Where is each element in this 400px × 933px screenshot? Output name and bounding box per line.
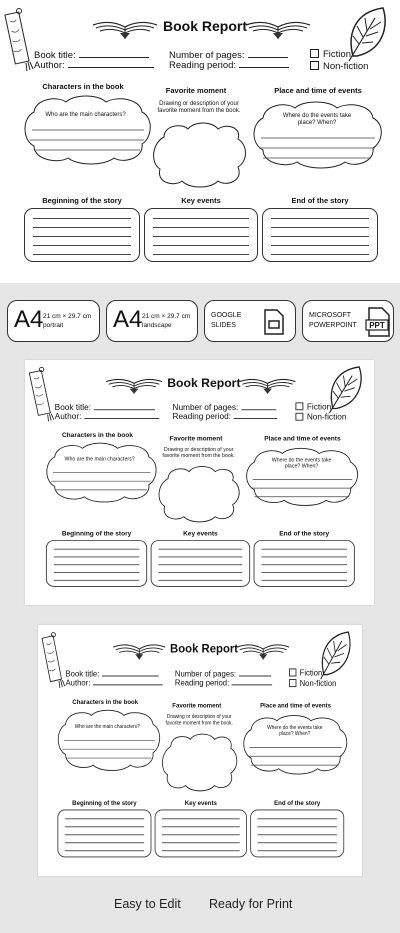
- format-a4-label: A4: [14, 306, 44, 333]
- leaf-icon: [317, 629, 354, 680]
- format-powerpoint: [302, 300, 394, 342]
- reading-period-field: Reading period:: [175, 677, 272, 688]
- pages-field: Number of pages:: [172, 402, 275, 412]
- characters-prompt: Who are the main characters?: [45, 112, 126, 118]
- characters-heading: Characters in the book: [61, 430, 133, 439]
- key-events-box: [155, 809, 247, 857]
- place-heading: Place and time of events: [260, 701, 332, 710]
- key-events-heading: Key events: [181, 196, 221, 205]
- place-cloud: [240, 712, 350, 776]
- key-events-box: [151, 540, 250, 587]
- end-heading: End of the story: [279, 529, 330, 538]
- reading-period-field: Reading period:: [172, 411, 277, 421]
- worksheet-preview-main: [0, 0, 400, 283]
- worksheet-title: Book Report: [167, 375, 241, 390]
- worksheet-page: [25, 360, 374, 605]
- nonfiction-checkbox: Non-fiction: [295, 413, 346, 423]
- moment-cloud: [160, 732, 239, 792]
- key-events-heading: Key events: [184, 798, 217, 807]
- place-cloud: [242, 445, 361, 507]
- worksheet-title: Book Report: [170, 640, 239, 656]
- format-line1: GOOGLE: [211, 312, 242, 319]
- place-heading: Place and time of events: [274, 86, 362, 95]
- end-box: [250, 809, 344, 857]
- worksheet-title: Book Report: [163, 18, 247, 34]
- bookmark-icon: [28, 367, 54, 422]
- characters-prompt: Who are the main characters?: [64, 456, 135, 463]
- beginning-heading: Beginning of the story: [42, 196, 122, 205]
- format-orientation: landscape: [142, 322, 172, 329]
- place-cloud: [249, 98, 385, 170]
- characters-prompt: Who are the main characters?: [74, 724, 140, 730]
- moment-prompt: Drawing or description of your favorite moment from the book.: [157, 101, 241, 114]
- format-a4-portrait: [7, 300, 100, 342]
- beginning-heading: Beginning of the story: [72, 798, 137, 807]
- format-a4-landscape: [106, 300, 198, 342]
- place-prompt: Where do the events take place? When?: [282, 113, 352, 126]
- pages-field: Number of pages:: [169, 49, 288, 61]
- characters-heading: Characters in the book: [42, 82, 124, 91]
- beginning-heading: Beginning of the story: [61, 529, 132, 538]
- ready-for-print-label: Ready for Print: [209, 897, 293, 911]
- moment-prompt: Drawing or description of your favorite moment from the book.: [165, 714, 233, 727]
- worksheet-page: [0, 0, 400, 283]
- end-heading: End of the story: [291, 196, 349, 205]
- place-prompt: Where do the events take place? When?: [271, 457, 332, 470]
- author-field: Author:: [55, 411, 159, 421]
- reading-period-field: Reading period:: [169, 59, 289, 71]
- book-title-field: Book title:: [55, 402, 155, 412]
- beginning-box: [57, 809, 151, 857]
- end-box: [262, 208, 378, 262]
- characters-cloud: [20, 94, 152, 166]
- key-events-box: [144, 208, 258, 262]
- moment-heading: Favorite moment: [169, 434, 223, 443]
- format-line2: SLIDES: [211, 322, 236, 329]
- moment-cloud: [156, 465, 242, 524]
- bookmark-icon: [41, 632, 65, 689]
- ppt-badge: PPT: [369, 321, 385, 330]
- pages-field: Number of pages:: [175, 668, 271, 679]
- place-heading: Place and time of events: [264, 434, 341, 443]
- end-heading: End of the story: [274, 798, 321, 807]
- author-field: Author:: [66, 677, 163, 688]
- beginning-box: [24, 208, 140, 262]
- google-slides-icon: [263, 309, 285, 335]
- open-book-icon: [113, 643, 166, 661]
- nonfiction-checkbox: Non-fiction: [310, 61, 368, 72]
- nonfiction-checkbox: Non-fiction: [289, 679, 336, 689]
- open-book-icon: [245, 20, 311, 40]
- end-box: [254, 540, 355, 587]
- worksheet-page: [38, 625, 362, 876]
- open-book-icon: [236, 643, 289, 661]
- characters-cloud: [54, 708, 161, 772]
- worksheet-preview-landscape: [38, 625, 362, 876]
- open-book-icon: [105, 377, 163, 394]
- worksheet-preview-portrait: [25, 360, 374, 605]
- moment-heading: Favorite moment: [165, 86, 227, 95]
- format-line2: POWERPOINT: [309, 322, 357, 329]
- key-events-heading: Key events: [183, 529, 218, 538]
- characters-cloud: [42, 441, 157, 503]
- bookmark-icon: [4, 8, 34, 72]
- open-book-icon: [239, 377, 297, 394]
- fiction-checkbox: Fiction: [310, 49, 351, 60]
- characters-heading: Characters in the book: [72, 697, 139, 706]
- beginning-box: [46, 540, 147, 587]
- place-prompt: Where do the events take place? When?: [267, 725, 323, 737]
- leaf-icon: [345, 4, 391, 62]
- fiction-checkbox: Fiction: [289, 668, 322, 678]
- fiction-checkbox: Fiction: [295, 402, 331, 412]
- moment-cloud: [150, 121, 248, 189]
- format-line1: MICROSOFT: [309, 312, 351, 319]
- open-book-icon: [92, 20, 158, 40]
- book-title-field: Book title:: [66, 668, 159, 679]
- ppt-file-icon: [365, 307, 391, 337]
- format-orientation: portrait: [43, 322, 64, 329]
- format-options: [0, 300, 400, 348]
- easy-to-edit-label: Easy to Edit: [114, 897, 181, 911]
- author-field: Author:: [34, 59, 154, 71]
- moment-heading: Favorite moment: [172, 701, 222, 710]
- format-size: 21 cm × 29.7 cm: [142, 313, 191, 320]
- leaf-icon: [326, 363, 366, 413]
- format-google-slides: [204, 300, 296, 342]
- format-size: 21 cm × 29.7 cm: [43, 313, 92, 320]
- moment-prompt: Drawing or description of your favorite moment from the book.: [162, 447, 235, 459]
- book-title-field: Book title:: [34, 49, 149, 61]
- format-a4-label: A4: [113, 306, 143, 333]
